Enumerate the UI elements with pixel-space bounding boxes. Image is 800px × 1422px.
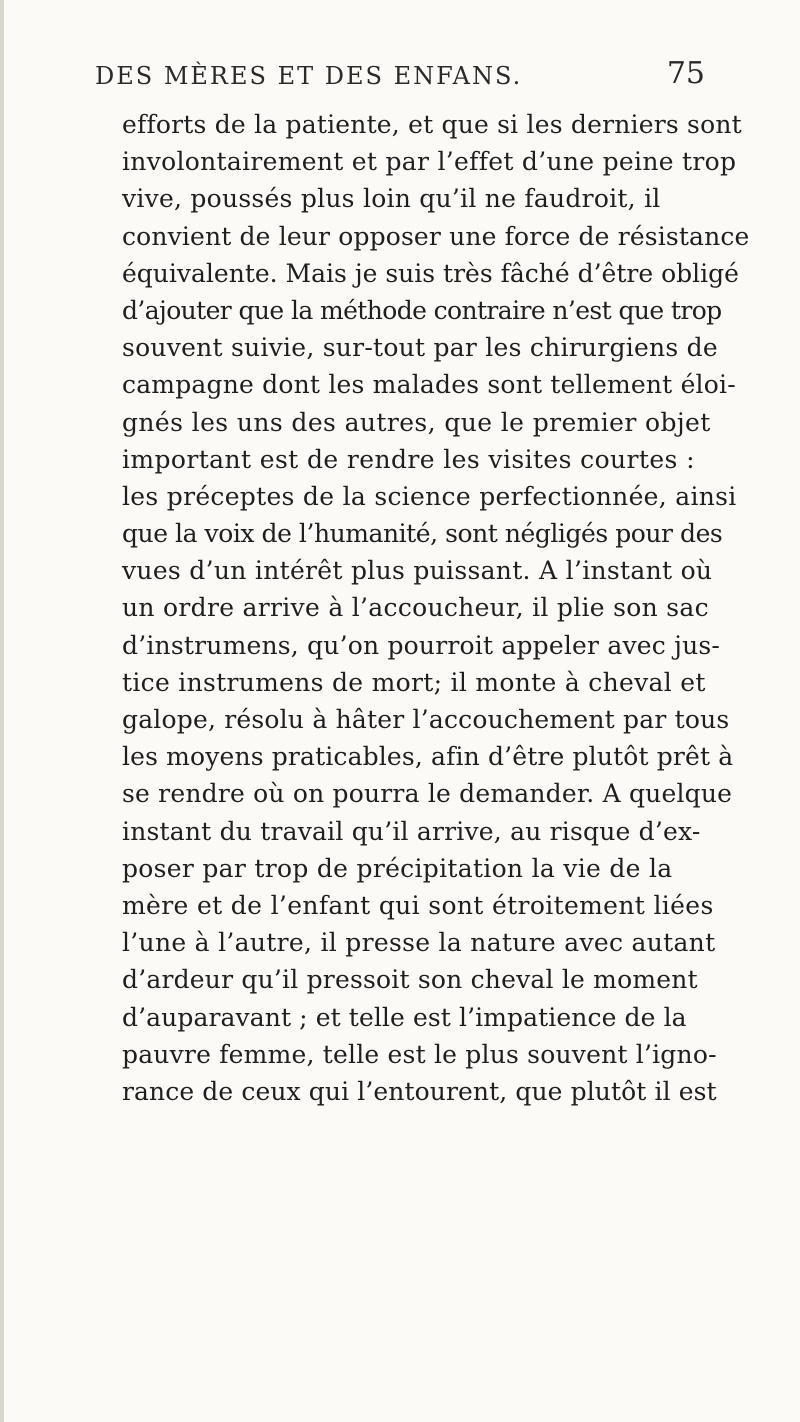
text-line: efforts de la patiente, et que si les derniers sont [122,110,742,139]
text-line: un ordre arrive à l’accoucheur, il plie son sac [122,593,709,623]
text-line: convient de leur opposer une force de résistance [122,221,750,251]
text-line: vues d’un intérêt plus puissant. A l’instant où [122,556,713,586]
text-line: tice instrumens de mort; il monte à cheval et [122,667,706,697]
running-head: DES MÈRES ET DES ENFANS. [95,62,523,90]
text-line: vive, poussés plus loin qu’il ne faudroit, il [122,184,661,214]
page-edge [0,0,4,1422]
text-line: campagne dont les malades sont tellement éloi- [122,370,736,400]
text-line: involontairement et par l’effet d’une peine trop [122,147,737,177]
text-line: rance de ceux qui l’entourent, que plutôt il est [122,1076,717,1106]
text-line: important est de rendre les visites courtes : [122,444,695,474]
text-line: équivalente. Mais je suis très fâché d’être obligé [122,258,739,288]
text-line: poser par trop de précipitation la vie de la [122,853,673,883]
text-line: pauvre femme, telle est le plus souvent l’igno- [122,1039,717,1069]
page-header [95,58,705,94]
text-line: l’une à l’autre, il presse la nature avec autant [122,928,716,958]
page-number: 75 [666,56,705,91]
text-line: mère et de l’enfant qui sont étroitement liées [122,890,714,920]
text-line: d’ajouter que la méthode contraire n’est que trop [122,295,722,325]
text-line: se rendre où on pourra le demander. A quelque [122,779,733,809]
text-line: les préceptes de la science perfectionnée, ainsi [122,481,737,511]
text-line: d’instrumens, qu’on pourroit appeler avec jus- [122,630,721,660]
text-line: d’auparavant ; et telle est l’impatience de la [122,1002,687,1032]
text-line: instant du travail qu’il arrive, au risque d’ex- [122,816,701,846]
text-line: galope, résolu à hâter l’accouchement par tous [122,705,730,734]
body-text [122,106,750,1110]
text-line: gnés les uns des autres, que le premier objet [122,407,711,437]
text-line: souvent suivie, sur-tout par les chirurgiens de [122,333,718,363]
text-line: d’ardeur qu’il pressoit son cheval le moment [122,965,698,995]
text-line: les moyens praticables, afin d’être plutôt prêt à [122,742,734,772]
text-line: que la voix de l’humanité, sont négligés pour des [122,519,723,549]
